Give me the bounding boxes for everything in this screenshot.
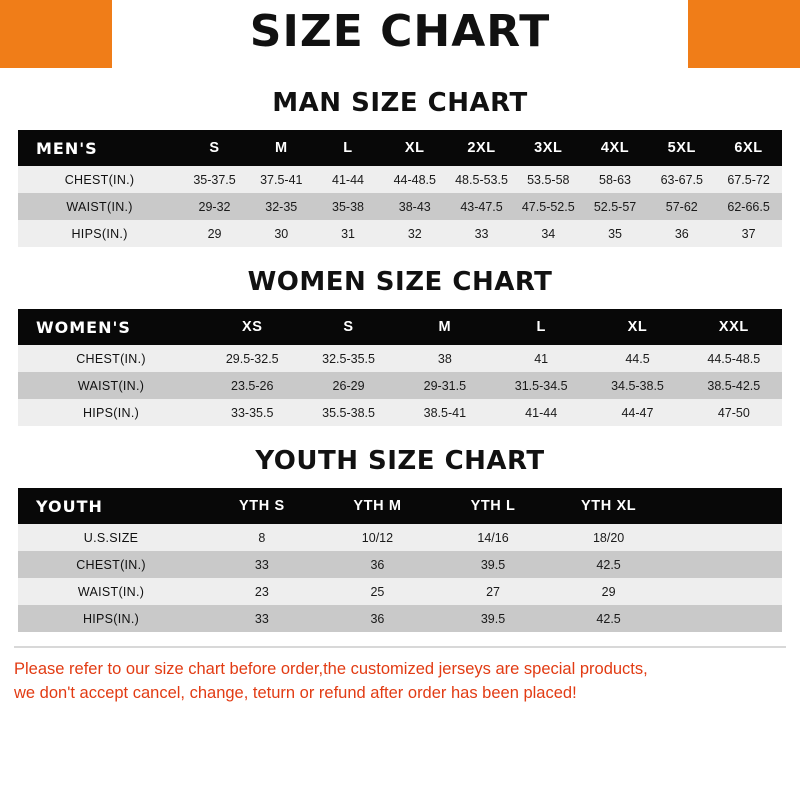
table-cell: 32 — [381, 220, 448, 247]
table-cell-empty — [666, 551, 782, 578]
table-cell: 37 — [715, 220, 782, 247]
table-cell: 33 — [448, 220, 515, 247]
table-cell: 53.5-58 — [515, 166, 582, 193]
table-cell: 38-43 — [381, 193, 448, 220]
section-title-man: MAN SIZE CHART — [272, 88, 528, 118]
table-cell: 48.5-53.5 — [448, 166, 515, 193]
table-row-label: WAIST(IN.) — [18, 578, 204, 605]
table-row-label: CHEST(IN.) — [18, 551, 204, 578]
section-title-youth: YOUTH SIZE CHART — [255, 446, 545, 476]
table-header-cell: S — [300, 309, 396, 345]
table-cell: 44-47 — [589, 399, 685, 426]
table-cell: 36 — [320, 551, 436, 578]
table-cell: 47.5-52.5 — [515, 193, 582, 220]
footer-note-line-2: we don't accept cancel, change, teturn or refund after order has been placed! — [14, 683, 577, 702]
table-header-cell: 6XL — [715, 130, 782, 166]
table-man — [18, 130, 782, 247]
table-cell: 42.5 — [551, 605, 667, 632]
header-banner-inner — [0, 0, 800, 68]
table-cell: 41 — [493, 345, 589, 372]
table-cell: 34.5-38.5 — [589, 372, 685, 399]
table-cell: 26-29 — [300, 372, 396, 399]
table-cell: 14/16 — [435, 524, 551, 551]
table-cell: 8 — [204, 524, 320, 551]
table-women-body — [18, 345, 782, 426]
table-cell-empty — [666, 524, 782, 551]
table-cell: 30 — [248, 220, 315, 247]
table-youth-head — [18, 488, 782, 524]
table-cell: 35.5-38.5 — [300, 399, 396, 426]
table-cell: 52.5-57 — [582, 193, 649, 220]
table-cell: 10/12 — [320, 524, 436, 551]
table-cell: 23.5-26 — [204, 372, 300, 399]
table-youth — [18, 488, 782, 632]
table-cell: 39.5 — [435, 605, 551, 632]
table-cell: 62-66.5 — [715, 193, 782, 220]
table-cell: 33-35.5 — [204, 399, 300, 426]
table-cell-empty — [666, 605, 782, 632]
table-cell: 35-38 — [315, 193, 382, 220]
table-header-cell: 4XL — [582, 130, 649, 166]
table-header-cell: 2XL — [448, 130, 515, 166]
table-cell: 43-47.5 — [448, 193, 515, 220]
table-cell: 57-62 — [648, 193, 715, 220]
table-cell: 33 — [204, 551, 320, 578]
table-cell: 38 — [397, 345, 493, 372]
table-header-cell: XS — [204, 309, 300, 345]
table-cell: 29.5-32.5 — [204, 345, 300, 372]
table-cell: 42.5 — [551, 551, 667, 578]
table-header-cell: YTH L — [435, 488, 551, 524]
section-women — [0, 267, 800, 426]
table-header-cell: S — [181, 130, 248, 166]
header-banner — [0, 0, 800, 68]
table-cell: 38.5-42.5 — [686, 372, 782, 399]
table-cell: 27 — [435, 578, 551, 605]
table-cell: 39.5 — [435, 551, 551, 578]
table-row-label: HIPS(IN.) — [18, 399, 204, 426]
table-header-cell: XL — [589, 309, 685, 345]
table-cell: 44.5 — [589, 345, 685, 372]
section-man — [0, 88, 800, 247]
table-youth-body — [18, 524, 782, 632]
table-cell: 29-31.5 — [397, 372, 493, 399]
table-header-cell: L — [493, 309, 589, 345]
table-cell-empty — [666, 578, 782, 605]
table-header-cell: XL — [381, 130, 448, 166]
table-women — [18, 309, 782, 426]
table-row — [18, 193, 782, 220]
table-header-cell: 3XL — [515, 130, 582, 166]
table-row-label: HIPS(IN.) — [18, 220, 181, 247]
table-row-label: WAIST(IN.) — [18, 372, 204, 399]
table-cell: 29 — [551, 578, 667, 605]
table-cell: 29-32 — [181, 193, 248, 220]
table-header-cell-empty — [666, 488, 782, 524]
table-cell: 36 — [648, 220, 715, 247]
table-row-label: HIPS(IN.) — [18, 605, 204, 632]
section-title-women: WOMEN SIZE CHART — [247, 267, 553, 297]
table-cell: 29 — [181, 220, 248, 247]
table-header-cell: YTH M — [320, 488, 436, 524]
table-cell: 37.5-41 — [248, 166, 315, 193]
table-cell: 47-50 — [686, 399, 782, 426]
table-header-cell: 5XL — [648, 130, 715, 166]
table-man-head — [18, 130, 782, 166]
table-header-cell: YTH S — [204, 488, 320, 524]
table-cell: 23 — [204, 578, 320, 605]
table-row — [18, 524, 782, 551]
table-cell: 31.5-34.5 — [493, 372, 589, 399]
table-header-cell: YTH XL — [551, 488, 667, 524]
table-cell: 34 — [515, 220, 582, 247]
table-cell: 32.5-35.5 — [300, 345, 396, 372]
table-row — [18, 166, 782, 193]
table-header-cell: L — [315, 130, 382, 166]
table-header-cell: YOUTH — [18, 488, 204, 524]
table-cell: 32-35 — [248, 193, 315, 220]
table-row-label: CHEST(IN.) — [18, 345, 204, 372]
section-youth — [0, 446, 800, 632]
table-row — [18, 345, 782, 372]
table-row — [18, 605, 782, 632]
table-women-head — [18, 309, 782, 345]
table-cell: 63-67.5 — [648, 166, 715, 193]
table-cell: 36 — [320, 605, 436, 632]
table-header-row — [18, 130, 782, 166]
table-header-row — [18, 309, 782, 345]
table-row — [18, 220, 782, 247]
table-cell: 25 — [320, 578, 436, 605]
page-title: SIZE CHART — [249, 6, 551, 57]
footer-note — [14, 646, 786, 706]
table-header-cell: WOMEN'S — [18, 309, 204, 345]
table-header-cell: XXL — [686, 309, 782, 345]
table-header-row — [18, 488, 782, 524]
table-cell: 38.5-41 — [397, 399, 493, 426]
table-cell: 35 — [582, 220, 649, 247]
table-header-cell: M — [397, 309, 493, 345]
table-cell: 67.5-72 — [715, 166, 782, 193]
table-header-cell: MEN'S — [18, 130, 181, 166]
table-row — [18, 578, 782, 605]
footer-note-line-1: Please refer to our size chart before order,the customized jerseys are special products, — [14, 660, 648, 678]
table-cell: 33 — [204, 605, 320, 632]
table-cell: 41-44 — [315, 166, 382, 193]
table-row-label: CHEST(IN.) — [18, 166, 181, 193]
table-cell: 35-37.5 — [181, 166, 248, 193]
table-row — [18, 372, 782, 399]
table-man-body — [18, 166, 782, 247]
table-row-label: WAIST(IN.) — [18, 193, 181, 220]
table-cell: 18/20 — [551, 524, 667, 551]
table-row-label: U.S.SIZE — [18, 524, 204, 551]
table-cell: 58-63 — [582, 166, 649, 193]
table-cell: 41-44 — [493, 399, 589, 426]
table-cell: 44.5-48.5 — [686, 345, 782, 372]
table-cell: 31 — [315, 220, 382, 247]
table-header-cell: M — [248, 130, 315, 166]
table-row — [18, 399, 782, 426]
table-cell: 44-48.5 — [381, 166, 448, 193]
table-row — [18, 551, 782, 578]
